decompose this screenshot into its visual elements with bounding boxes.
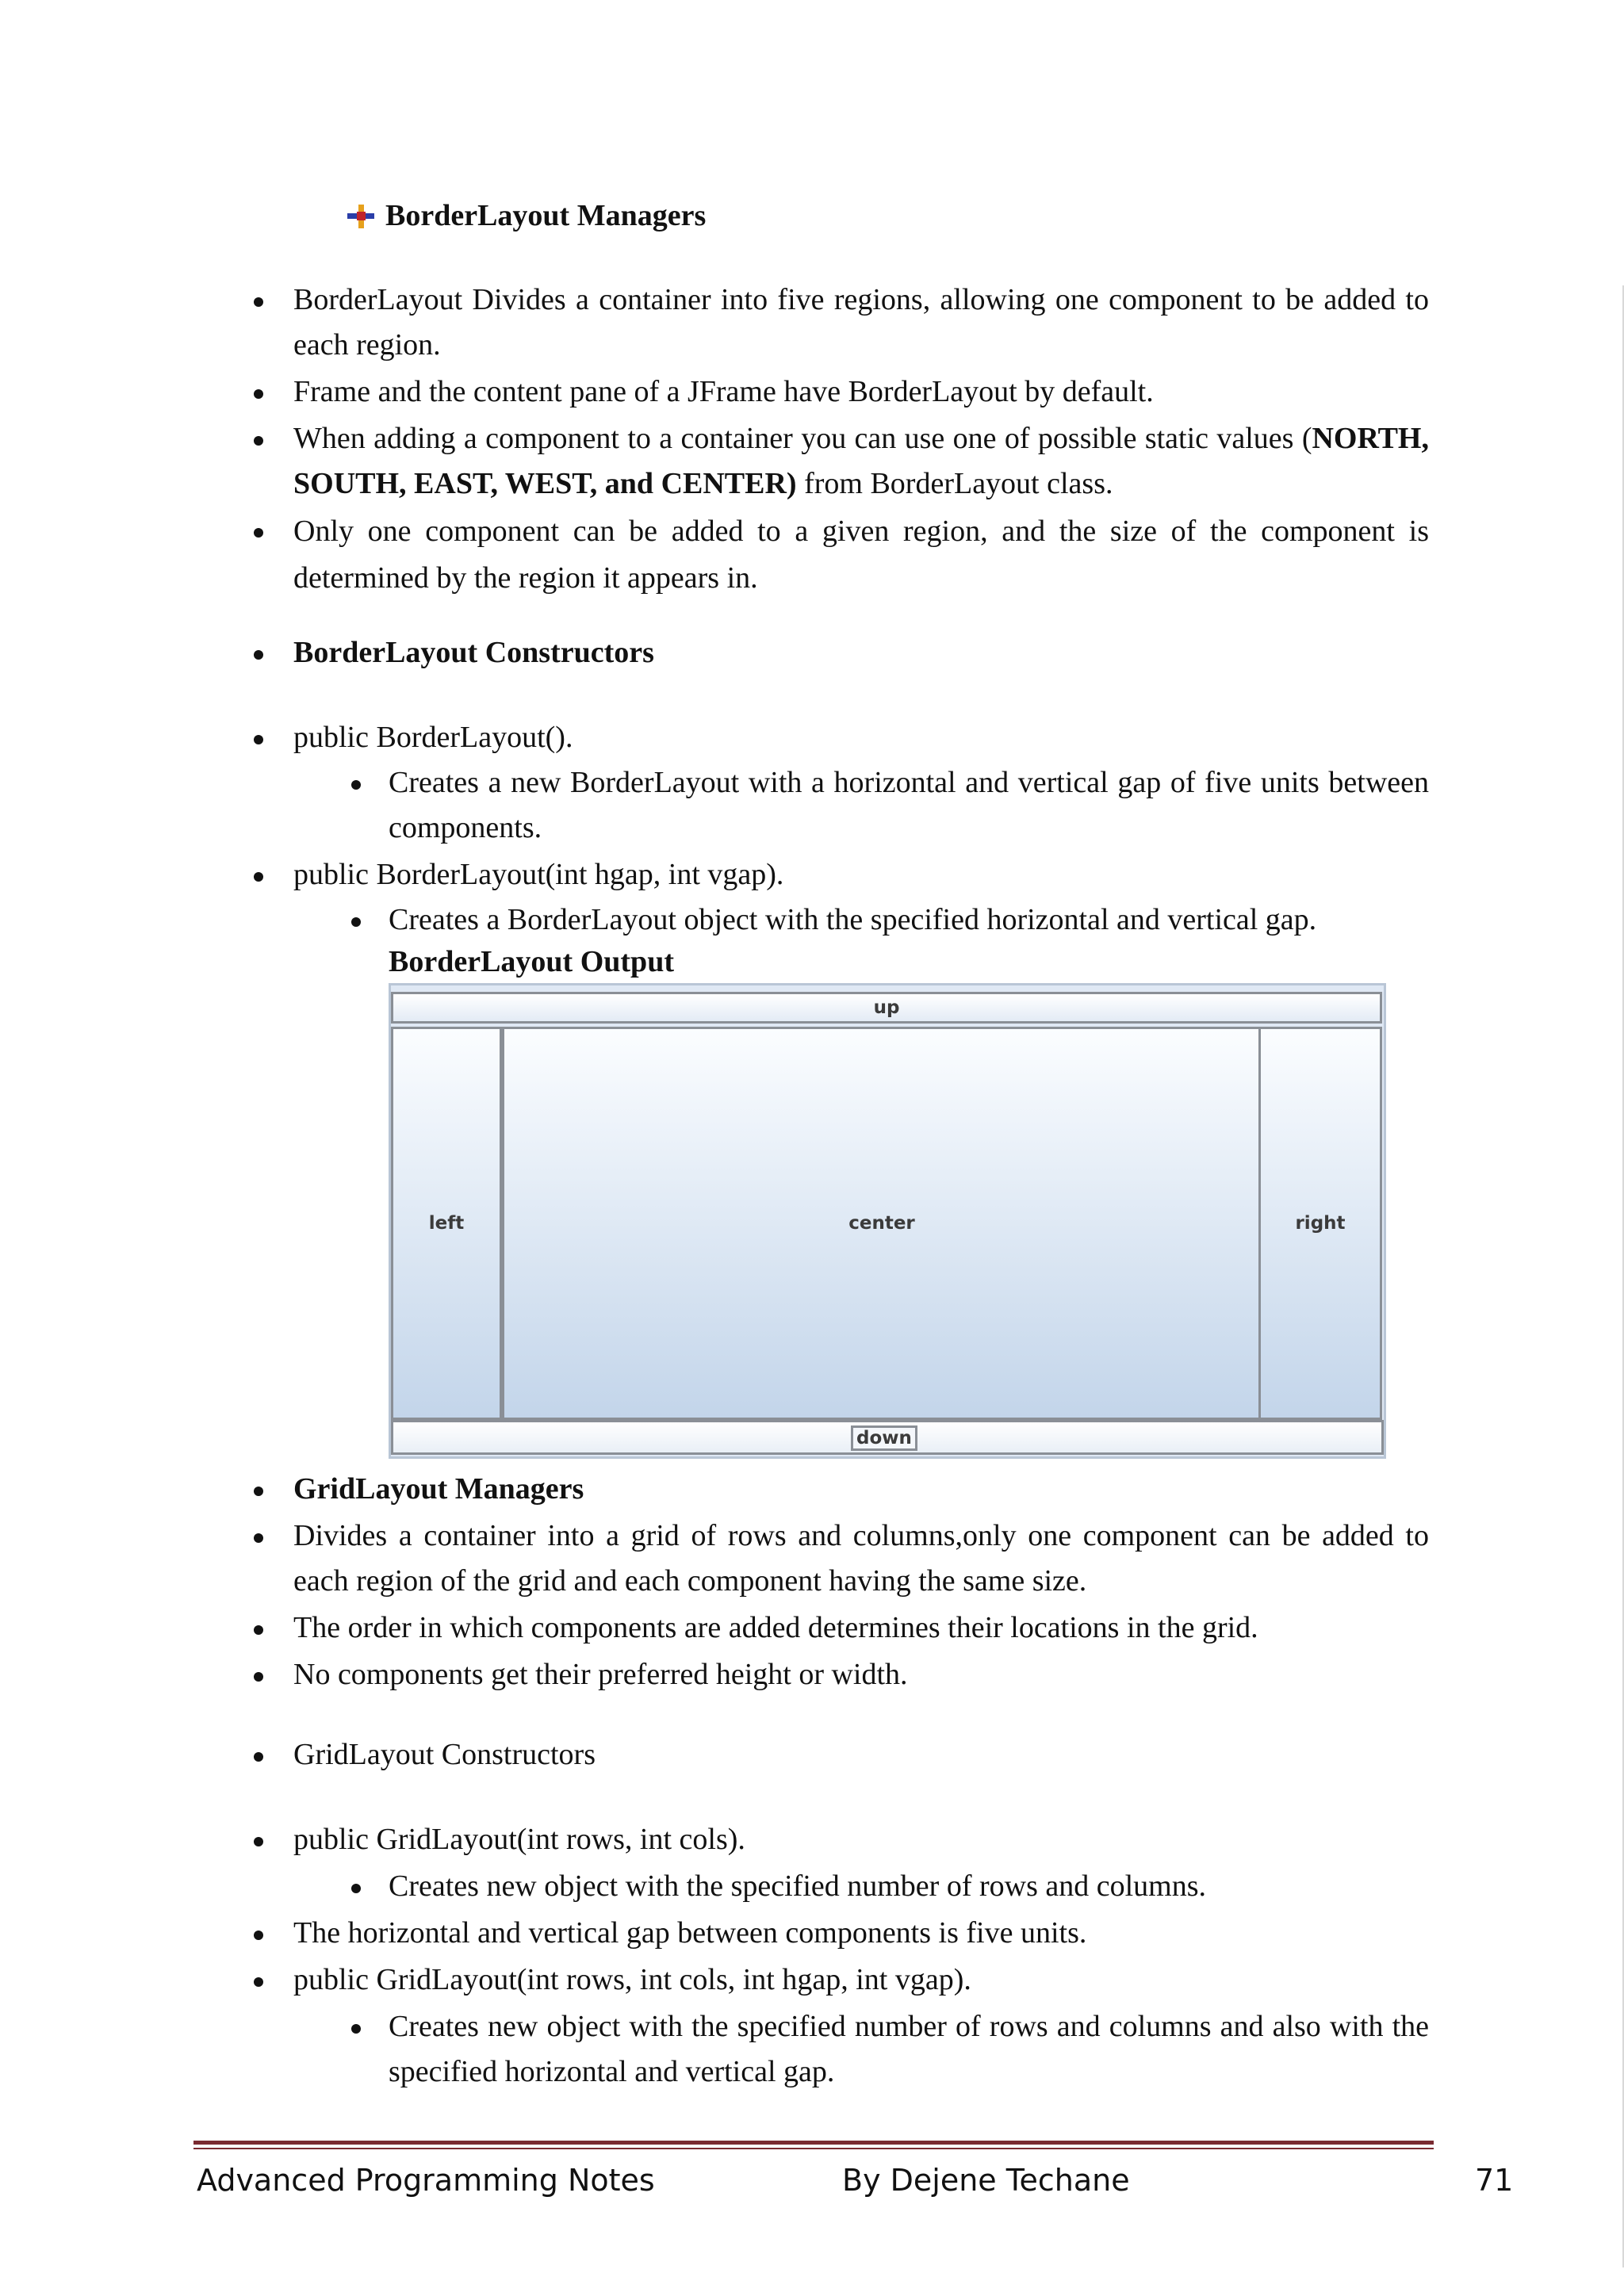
list-item: public BorderLayout().: [238, 715, 1429, 760]
section-heading: [347, 193, 706, 239]
footer-author: By Dejene Techane: [842, 2163, 1130, 2198]
list-item: public GridLayout(int rows, int cols).: [238, 1817, 1429, 1862]
up-button[interactable]: up: [391, 992, 1382, 1024]
list-item: When adding a component to a container you can use one of possible static values (NORTH, SOUTH, EAST, WEST, and CENTER) from BorderLayout class.: [238, 416, 1429, 507]
list-item: GridLayout Managers: [238, 1467, 1429, 1512]
down-button[interactable]: down: [851, 1425, 917, 1451]
gridlayout-constructors-heading: GridLayout Constructors: [238, 1732, 1429, 1777]
borderlayout-constructors-list: [238, 715, 1429, 943]
figure-caption: BorderLayout Output: [389, 945, 674, 978]
borderlayout-intro-list: [238, 277, 1429, 602]
gridlayout-constructors-list: [238, 1817, 1429, 2095]
list-item: Divides a container into a grid of rows and columns,only one component can be added to each region of the grid and each component having the same size.: [238, 1513, 1429, 1604]
list-item: No components get their preferred height or width.: [238, 1652, 1429, 1697]
borderlayout-constructors-heading: BorderLayout Constructors: [238, 630, 1429, 675]
footer-title: Advanced Programming Notes: [197, 2163, 655, 2198]
sub-list-item: Creates new object with the specified number of rows and columns.: [238, 1864, 1429, 1909]
list-item: Only one component can be added to a given region, and the size of the component is determined by the region it appears in.: [238, 508, 1429, 602]
list-item: The order in which components are added determines their locations in the grid.: [238, 1605, 1429, 1651]
list-item: Frame and the content pane of a JFrame have BorderLayout by default.: [238, 369, 1429, 415]
center-button[interactable]: center: [502, 1027, 1262, 1420]
list-item: public GridLayout(int rows, int cols, int hgap, int vgap).: [238, 1957, 1429, 2003]
sub-list-item: Creates a new BorderLayout with a horizontal and vertical gap of five units between components.: [238, 760, 1429, 851]
gridlayout-list: [238, 1467, 1429, 1697]
footer-rule-thin: [193, 2148, 1434, 2149]
plus-bullet-icon: [347, 205, 374, 228]
section-heading-text: BorderLayout Managers: [385, 199, 707, 232]
borderlayout-output-window: [389, 983, 1386, 1459]
list-item: BorderLayout Divides a container into five regions, allowing one component to be added to each region.: [238, 277, 1429, 368]
list-item: The horizontal and vertical gap between components is five units.: [238, 1911, 1429, 1956]
list-item: public BorderLayout(int hgap, int vgap).: [238, 852, 1429, 897]
sub-list-item: Creates new object with the specified number of rows and columns and also with the specified horizontal and vertical gap.: [238, 2004, 1429, 2095]
page-number: 71: [1475, 2163, 1514, 2198]
footer-rule: [193, 2141, 1434, 2145]
right-button[interactable]: right: [1258, 1027, 1382, 1420]
sub-list-item: Creates a BorderLayout object with the specified horizontal and vertical gap.: [238, 897, 1429, 943]
left-button[interactable]: left: [391, 1027, 502, 1420]
